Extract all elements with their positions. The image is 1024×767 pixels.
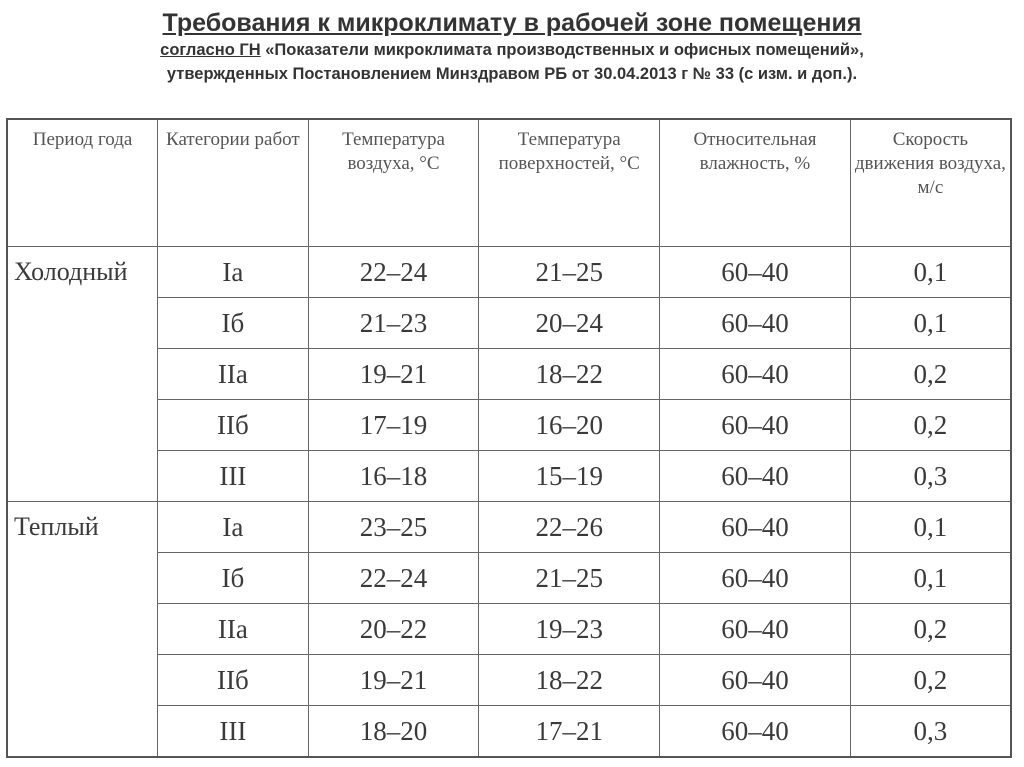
cell-surface-temp: 18–22 [479, 655, 660, 706]
cell-surface-temp: 17–21 [479, 706, 660, 758]
table-row [7, 349, 1011, 400]
cell-category: Ia [158, 502, 309, 553]
subtitle-prefix: согласно ГН [160, 41, 261, 59]
table-container [6, 118, 1012, 758]
cell-category: III [158, 451, 309, 502]
cell-air-temp: 19–21 [308, 349, 479, 400]
table-header-row [7, 119, 1011, 247]
cell-air-speed: 0,2 [850, 349, 1011, 400]
cell-humidity: 60–40 [660, 349, 851, 400]
header-period: Период года [7, 119, 158, 247]
cell-air-temp: 21–23 [308, 298, 479, 349]
cell-category: Iб [158, 553, 309, 604]
cell-air-temp: 22–24 [308, 553, 479, 604]
cell-air-speed: 0,1 [850, 553, 1011, 604]
table-row [7, 706, 1011, 758]
cell-humidity: 60–40 [660, 655, 851, 706]
microclimate-table [6, 118, 1012, 758]
cell-surface-temp: 19–23 [479, 604, 660, 655]
cell-category: IIa [158, 604, 309, 655]
cell-category: III [158, 706, 309, 758]
cell-air-speed: 0,1 [850, 247, 1011, 298]
cell-humidity: 60–40 [660, 553, 851, 604]
header-surface-temp: Температура поверхностей, °С [479, 119, 660, 247]
cell-air-temp: 23–25 [308, 502, 479, 553]
cell-category: Ia [158, 247, 309, 298]
header-humidity: Относительная влажность, % [660, 119, 851, 247]
subtitle-line-2: утвержденных Постановлением Минздравом РБ от 30.04.2013 г № 33 (с изм. и доп.). [166, 65, 858, 83]
cell-humidity: 60–40 [660, 298, 851, 349]
table-row [7, 247, 1011, 298]
header-category: Категории работ [158, 119, 309, 247]
cell-surface-temp: 21–25 [479, 247, 660, 298]
cell-humidity: 60–40 [660, 604, 851, 655]
table-row [7, 298, 1011, 349]
table-body [7, 247, 1011, 758]
cell-surface-temp: 21–25 [479, 553, 660, 604]
cell-air-speed: 0,1 [850, 502, 1011, 553]
table-row [7, 655, 1011, 706]
cell-air-temp: 17–19 [308, 400, 479, 451]
cell-air-speed: 0,2 [850, 400, 1011, 451]
cell-air-speed: 0,2 [850, 604, 1011, 655]
cell-humidity: 60–40 [660, 400, 851, 451]
table-row [7, 451, 1011, 502]
cell-humidity: 60–40 [660, 502, 851, 553]
cell-air-speed: 0,2 [850, 655, 1011, 706]
table-row [7, 502, 1011, 553]
cell-air-temp: 19–21 [308, 655, 479, 706]
cell-air-temp: 20–22 [308, 604, 479, 655]
page-title: Требования к микроклимату в рабочей зоне помещения [162, 9, 862, 37]
cell-air-temp: 16–18 [308, 451, 479, 502]
cell-air-speed: 0,1 [850, 298, 1011, 349]
table-row [7, 400, 1011, 451]
cell-category: Iб [158, 298, 309, 349]
cell-air-temp: 18–20 [308, 706, 479, 758]
cell-surface-temp: 18–22 [479, 349, 660, 400]
cell-surface-temp: 16–20 [479, 400, 660, 451]
table-row [7, 553, 1011, 604]
subtitle-line-1 [0, 38, 1024, 62]
cell-period: Холодный [7, 247, 158, 502]
cell-period: Теплый [7, 502, 158, 758]
cell-humidity: 60–40 [660, 247, 851, 298]
cell-surface-temp: 20–24 [479, 298, 660, 349]
cell-air-speed: 0,3 [850, 706, 1011, 758]
cell-humidity: 60–40 [660, 706, 851, 758]
cell-surface-temp: 22–26 [479, 502, 660, 553]
header [0, 0, 1024, 86]
cell-category: IIб [158, 400, 309, 451]
cell-category: IIa [158, 349, 309, 400]
table-row [7, 604, 1011, 655]
header-air-speed: Скорость движения воздуха, м/с [850, 119, 1011, 247]
cell-humidity: 60–40 [660, 451, 851, 502]
cell-surface-temp: 15–19 [479, 451, 660, 502]
cell-air-temp: 22–24 [308, 247, 479, 298]
header-air-temp: Температура воздуха, °С [308, 119, 479, 247]
cell-category: IIб [158, 655, 309, 706]
subtitle-text: «Показатели микроклимата производственных и офисных помещений», [260, 41, 864, 59]
cell-air-speed: 0,3 [850, 451, 1011, 502]
